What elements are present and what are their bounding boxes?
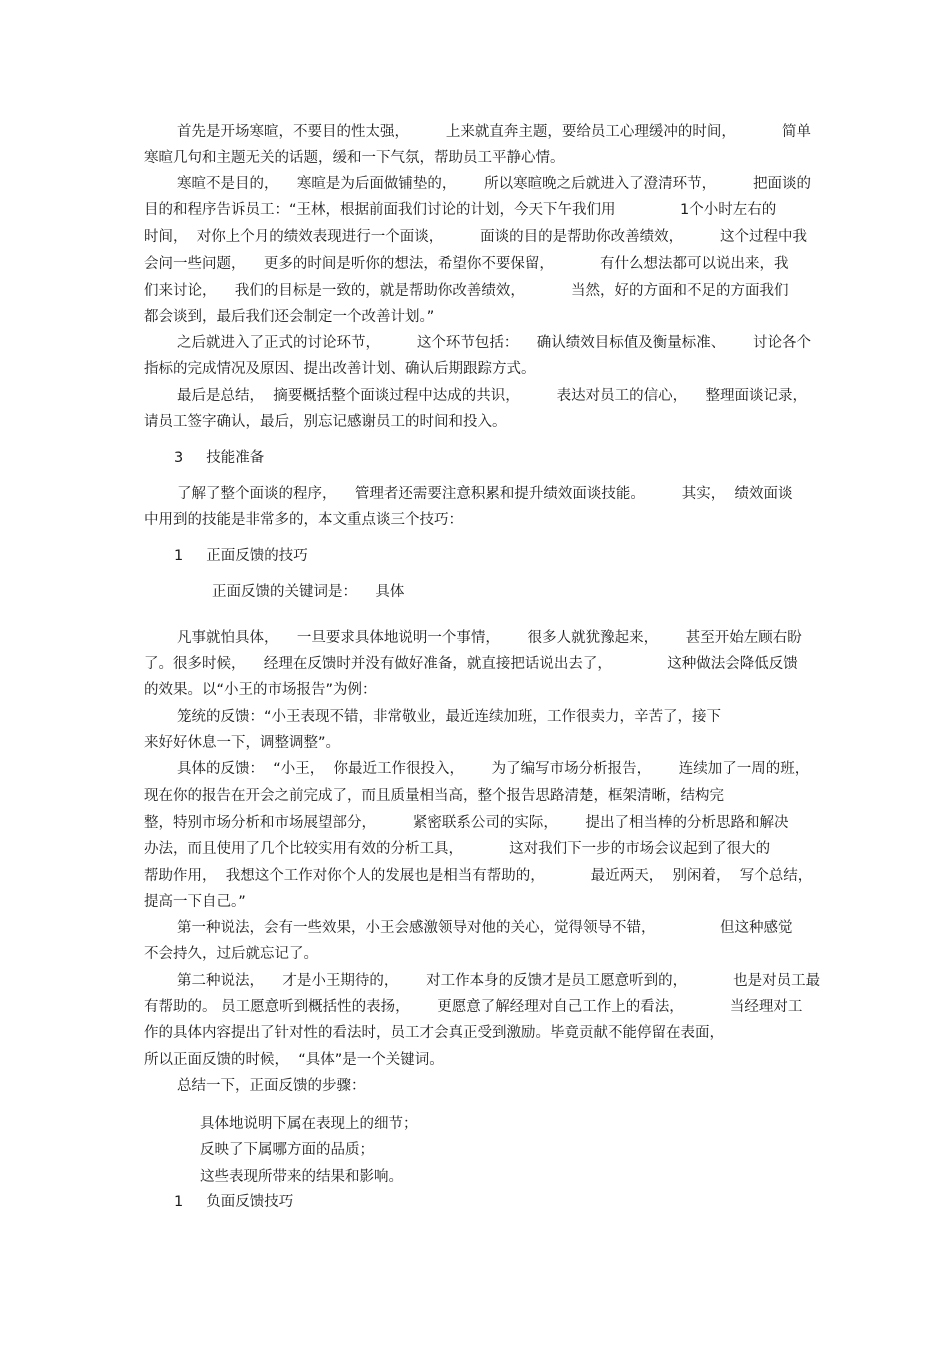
text-line: 首先是开场寒暄，不要目的性太强， 上来就直奔主题，要给员工心理缓冲的时间， 简单 [177,124,811,140]
text-line: 来好好休息一下，调整调整”。 [144,735,341,751]
text-line: 现在你的报告在开会之前完成了，而且质量相当高，整个报告思路清楚，框架清晰，结构完 [144,788,724,804]
text-line: 凡事就怕具体， 一旦要求具体地说明一个事情， 很多人就犹豫起来， 甚至开始左顾右盼 [177,630,802,646]
section-heading: 1 负面反馈技巧 [174,1194,294,1210]
text-line: 第二种说法， 才是小王期待的， 对工作本身的反馈才是员工愿意听到的， 也是对员工最 [177,973,821,989]
text-line: 们来讨论， 我们的目标是一致的，就是帮助你改善绩效， 当然，好的方面和不足的方面我们 [144,283,789,299]
section-heading: 1 正面反馈的技巧 [174,548,308,564]
text-line: 时间， 对你上个月的绩效表现进行一个面谈， 面谈的目的是帮助你改善绩效， 这个过程中我 [144,229,807,245]
text-line: 会问一些问题， 更多的时间是听你的想法，希望你不要保留， 有什么想法都可以说出来，我 [144,256,789,272]
text-line: 提高一下自己。” [144,894,246,910]
text-line: 请员工签字确认，最后，别忘记感谢员工的时间和投入。 [144,414,507,430]
text-line: 办法，而且使用了几个比较实用有效的分析工具， 这对我们下一步的市场会议起到了很大的 [144,841,771,857]
text-line: 都会谈到，最后我们还会制定一个改善计划。” [144,309,435,325]
text-line: 第一种说法，会有一些效果，小王会感激领导对他的关心，觉得领导不错， 但这种感觉 [177,920,793,936]
text-line: 寒暄几句和主题无关的话题，缓和一下气氛，帮助员工平静心情。 [144,150,565,166]
text-line: 最后是总结， 摘要概括整个面谈过程中达成的共识， 表达对员工的信心， 整理面谈记录， [177,388,808,404]
text-line: 不会持久，过后就忘记了。 [144,946,318,962]
text-line: 总结一下，正面反馈的步骤： [177,1078,366,1094]
text-line: 了解了整个面谈的程序， 管理者还需要注意积累和提升绩效面谈技能。 其实， 绩效面谈 [177,486,793,502]
text-line: 中用到的技能是非常多的，本文重点谈三个技巧： [144,512,463,528]
text-line: 所以正面反馈的时候， “具体”是一个关键词。 [144,1052,444,1068]
text-line: 有帮助的。 员工愿意听到概括性的表扬， 更愿意了解经理对自己工作上的看法， 当经理对工 [144,999,803,1015]
text-line: 目的和程序告诉员工：“王林，根据前面我们讨论的计划，今天下午我们用 1个小时左右的 [144,202,777,218]
text-line: 笼统的反馈：“小王表现不错，非常敬业，最近连续加班，工作很卖力，辛苦了，接下 [177,709,722,725]
list-item: 具体地说明下属在表现上的细节； [200,1116,418,1132]
section-heading: 3 技能准备 [174,450,265,466]
text-line: 的效果。以“小王的市场报告”为例： [144,682,377,698]
list-item: 反映了下属哪方面的品质； [200,1142,374,1158]
text-line: 之后就进入了正式的讨论环节， 这个环节包括： 确认绩效目标值及衡量标准、 讨论各个 [177,335,811,351]
text-line: 帮助作用， 我想这个工作对你个人的发展也是相当有帮助的， 最近两天， 别闲着， 写个总结， [144,868,813,884]
text-line: 整，特别市场分析和市场展望部分， 紧密联系公司的实际， 提出了相当棒的分析思路和解决 [144,815,789,831]
text-line: 具体的反馈： “小王， 你最近工作很投入， 为了编写市场分析报告， 连续加了一周的班， [177,761,810,777]
text-line: 指标的完成情况及原因、提出改善计划、确认后期跟踪方式。 [144,361,536,377]
text-line: 寒暄不是目的， 寒暄是为后面做铺垫的， 所以寒暄晚之后就进入了澄清环节， 把面谈的 [177,176,811,192]
text-line: 了。很多时候， 经理在反馈时并没有做好准备，就直接把话说出去了， 这种做法会降低反馈 [144,656,798,672]
text-line: 正面反馈的关键词是： 具体 [212,584,405,600]
list-item: 这些表现所带来的结果和影响。 [200,1169,403,1185]
text-line: 作的具体内容提出了针对性的看法时，员工才会真正受到激励。毕竟贡献不能停留在表面， [144,1025,724,1041]
